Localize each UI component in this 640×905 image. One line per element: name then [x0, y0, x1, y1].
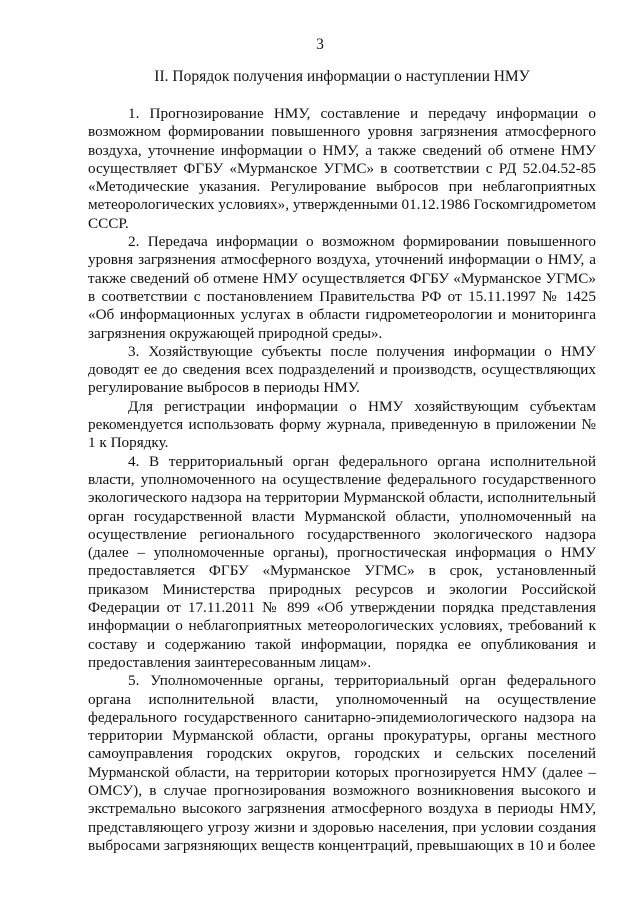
- paragraph-2-transmission: 2. Передача информации о возможном формировании повышенного уровня загрязнения атмосферного воздуха, уточнений информации о НМУ, а также сведений об отмене НМУ осуществляется ФГБУ «Мурманское УГМС» в соответствии с постановлением Правительства РФ от 15.11.1997 № 1425 «Об информационных услугах в области гидрометеорологии и мониторинга загрязнения окружающей природной среды».: [88, 233, 596, 342]
- section-title: II. Порядок получения информации о наступлении НМУ: [154, 68, 530, 85]
- paragraph-3-businesses: 3. Хозяйствующие субъекты после получения информации о НМУ доводят ее до сведения всех подразделений и производств, осуществляющих регулирование выбросов в периоды НМУ.: [88, 342, 596, 397]
- paragraph-1-forecasting: 1. Прогнозирование НМУ, составление и передачу информации о возможном формировании повышенного уровня загрязнения атмосферного воздуха, уточнение информации о НМУ, а также сведений об отмене НМУ осуществляет ФГБУ «Мурманское УГМС» в соответствии с РД 52.04.52-85 «Методические указания. Регулирование выбросов при неблагоприятных метеорологических условиях», утвержденными 01.12.1986 Госкомгидрометом СССР.: [88, 105, 596, 232]
- paragraph-5-authorized-bodies: 5. Уполномоченные органы, территориальный орган федерального органа исполнительной власти, уполномоченный на осуществление федерального государственного санитарно-эпидемиологического надзора на территории Мурманской области, органы прокуратуры, органы местного самоуправления городских округов, городских и сельских поселений Мурманской области, на территории которых прогнозируется НМУ (далее – ОМСУ), в случае прогнозирования возможного возникновения высокого и экстремально высокого загрязнения атмосферного воздуха в периоды НМУ, представляющего угрозу жизни и здоровью населения, при условии создания выбросами загрязняющих веществ концентраций, превышающих в 10 и более: [88, 672, 596, 854]
- page-number: 3: [316, 36, 324, 53]
- paragraph-4-authorities: 4. В территориальный орган федерального органа исполнительной власти, уполномоченного на осуществление федерального государственного экологического надзора на территории Мурманской области, исполнительный орган государственной власти Мурманской области, уполномоченный на осуществление регионального государственного экологического надзора (далее – уполномоченные органы), прогностическая информация о НМУ предоставляется ФГБУ «Мурманское УГМС» в срок, установленный приказом Министерства природных ресурсов и экологии Российской Федерации от 17.11.2011 № 899 «Об утверждении порядка представления информации о неблагоприятных метеорологических условиях, требований к составу и содержанию такой информации, порядка ее опубликования и предоставления заинтересованным лицам».: [88, 452, 596, 671]
- paragraph-registration: Для регистрации информации о НМУ хозяйствующим субъектам рекомендуется использовать форму журнала, приведенную в приложении № 1 к Порядку.: [88, 397, 596, 452]
- document-body: [88, 105, 596, 855]
